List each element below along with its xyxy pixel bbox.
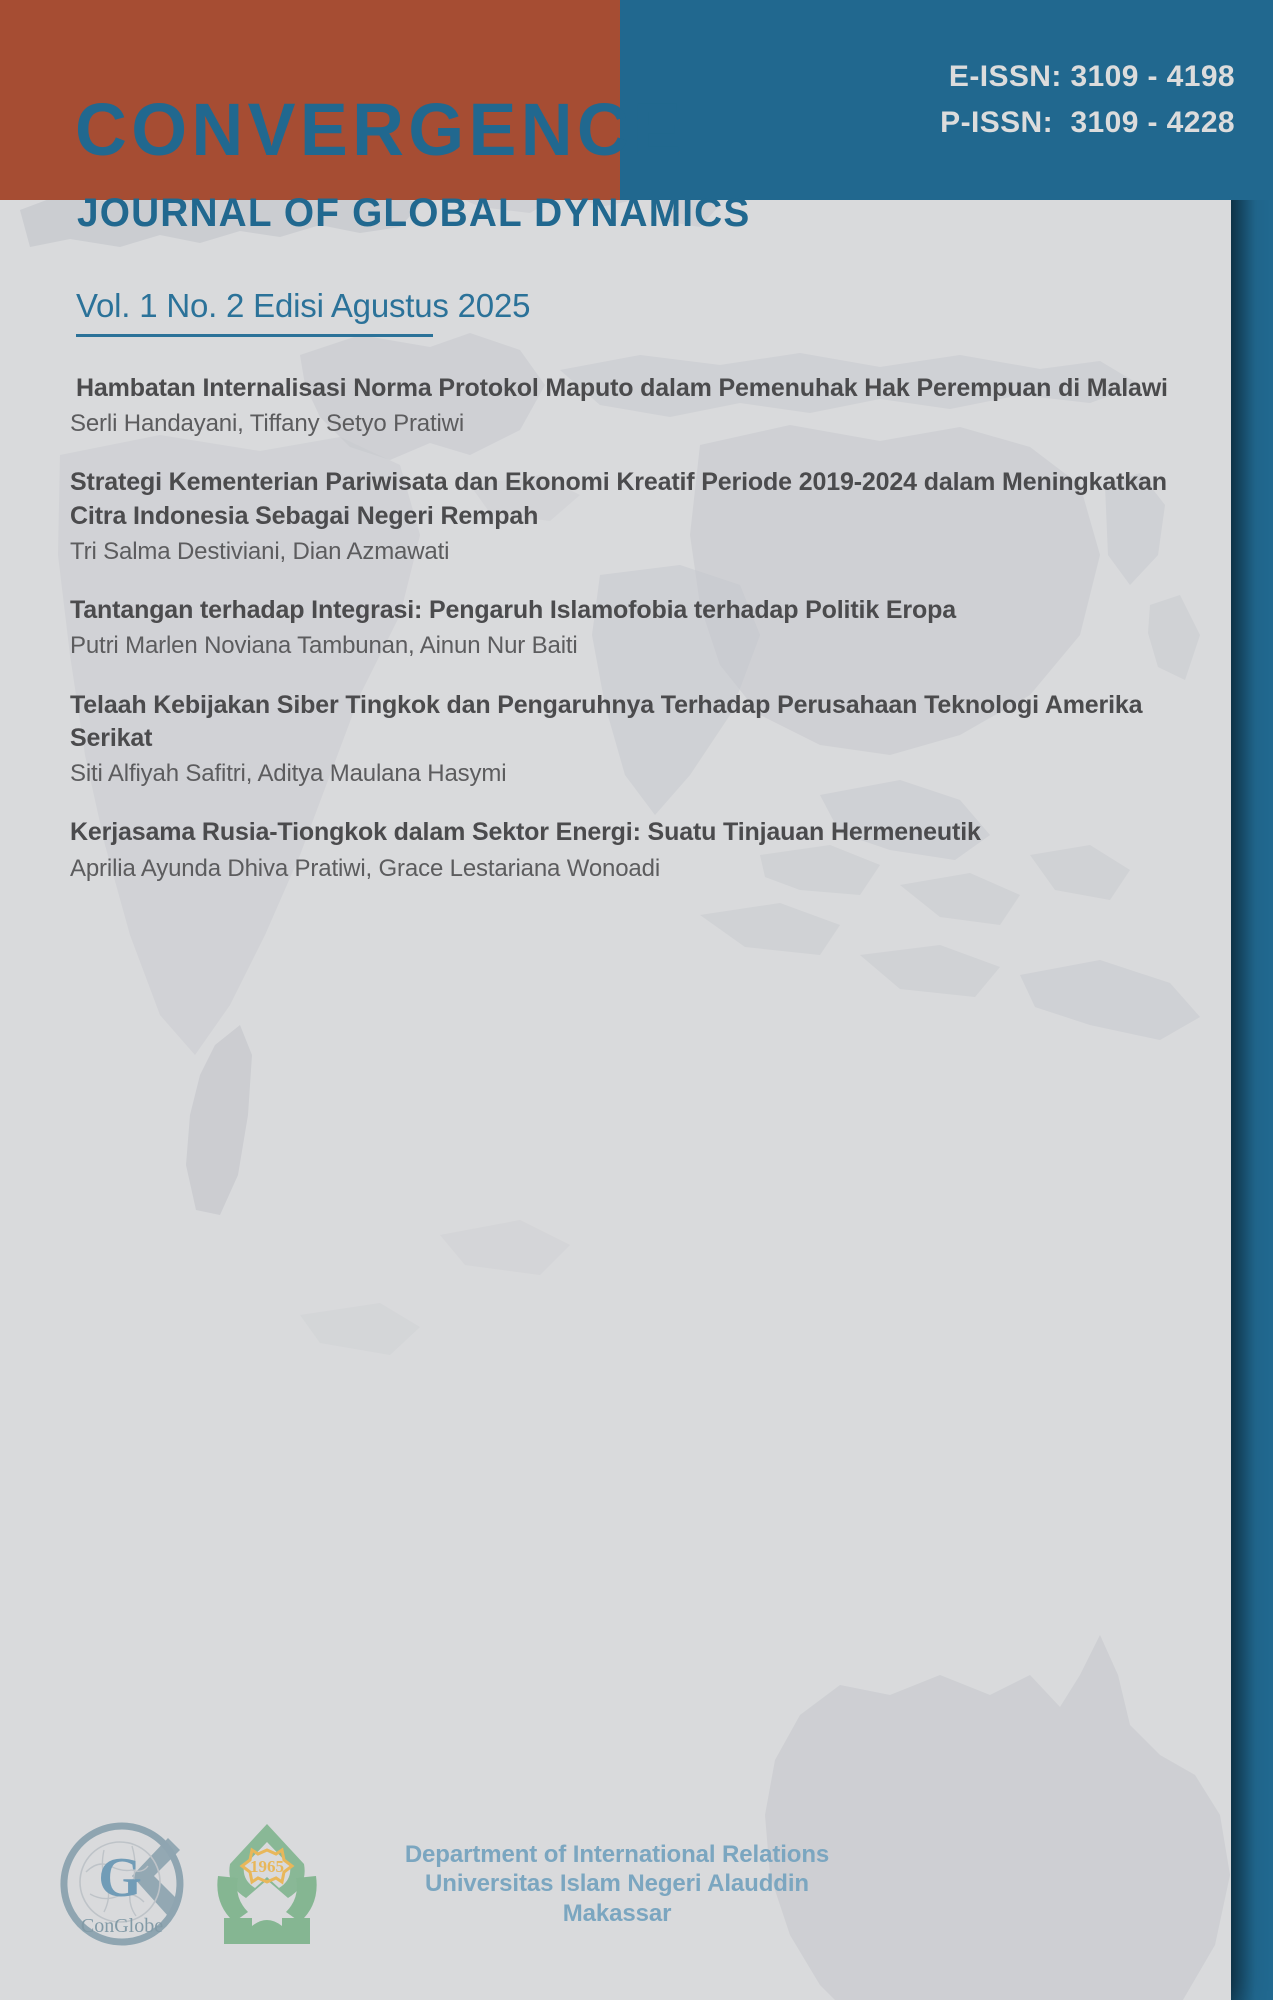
uin-alauddin-logo-icon [208,1820,326,1948]
article-title: Tantangan terhadap Integrasi: Pengaruh Islamofobia terhadap Politik Eropa [70,596,956,625]
masthead [75,88,1233,235]
conglobe-logo-icon [58,1820,186,1948]
cover-footer [58,1820,1118,1948]
journal-title: CONVERGENCE [75,88,686,171]
conglobe-g-letter: G [98,1847,142,1909]
affiliation-line-3: Makassar [562,1899,672,1927]
article-title: Kerjasama Rusia-Tiongkok dalam Sektor Energi: Suatu Tinjauan Hermeneutik [70,818,981,847]
journal-subtitle: JOURNAL OF GLOBAL DYNAMICS [77,191,751,235]
pissn-text: P-ISSN: 3109 - 4228 [940,106,1235,139]
volume-issue-date: Vol. 1 No. 2 Edisi Agustus 2025 [76,287,531,324]
article-entry [70,466,1203,567]
article-entry [70,689,1203,790]
affiliation-line-1: Department of International Relations [404,1841,830,1869]
article-title: Telaah Kebijakan Siber Tingkok dan Pengaruhnya Terhadap Perusahaan Teknologi Amerika Serikat [70,690,1143,752]
article-title: Strategi Kementerian Pariwisata dan Ekonomi Kreatif Periode 2019-2024 dalam Meningkatkan Citra Indonesia Sebagai Negeri Rempah [70,468,1167,530]
affiliation-line-2: Universitas Islam Negeri Alauddin [425,1870,809,1898]
uin-year-text: 1965 [250,1857,284,1876]
conglobe-wordmark: ConGlobe [80,1915,164,1937]
article-entry [70,594,1203,661]
article-authors: Putri Marlen Noviana Tambunan, Ainun Nur Baiti [70,632,578,660]
article-authors: Aprilia Ayunda Dhiva Pratiwi, Grace Lestariana Wonoadi [70,854,661,882]
article-entry [70,816,1203,883]
article-authors: Siti Alfiyah Safitri, Aditya Maulana Hasymi [70,760,507,788]
volume-block [76,288,530,337]
article-entry [70,372,1203,439]
article-title: Hambatan Internalisasi Norma Protokol Maputo dalam Pemenuhak Hak Perempuan di Malawi [76,374,1168,402]
article-authors: Tri Salma Destiviani, Dian Azmawati [70,537,450,565]
article-authors: Serli Handayani, Tiffany Setyo Pratiwi [70,410,465,438]
eissn-text: E-ISSN: 3109 - 4198 [948,60,1235,94]
table-of-contents [70,372,1203,884]
volume-underline [76,334,433,337]
affiliation-block [382,1840,852,1928]
